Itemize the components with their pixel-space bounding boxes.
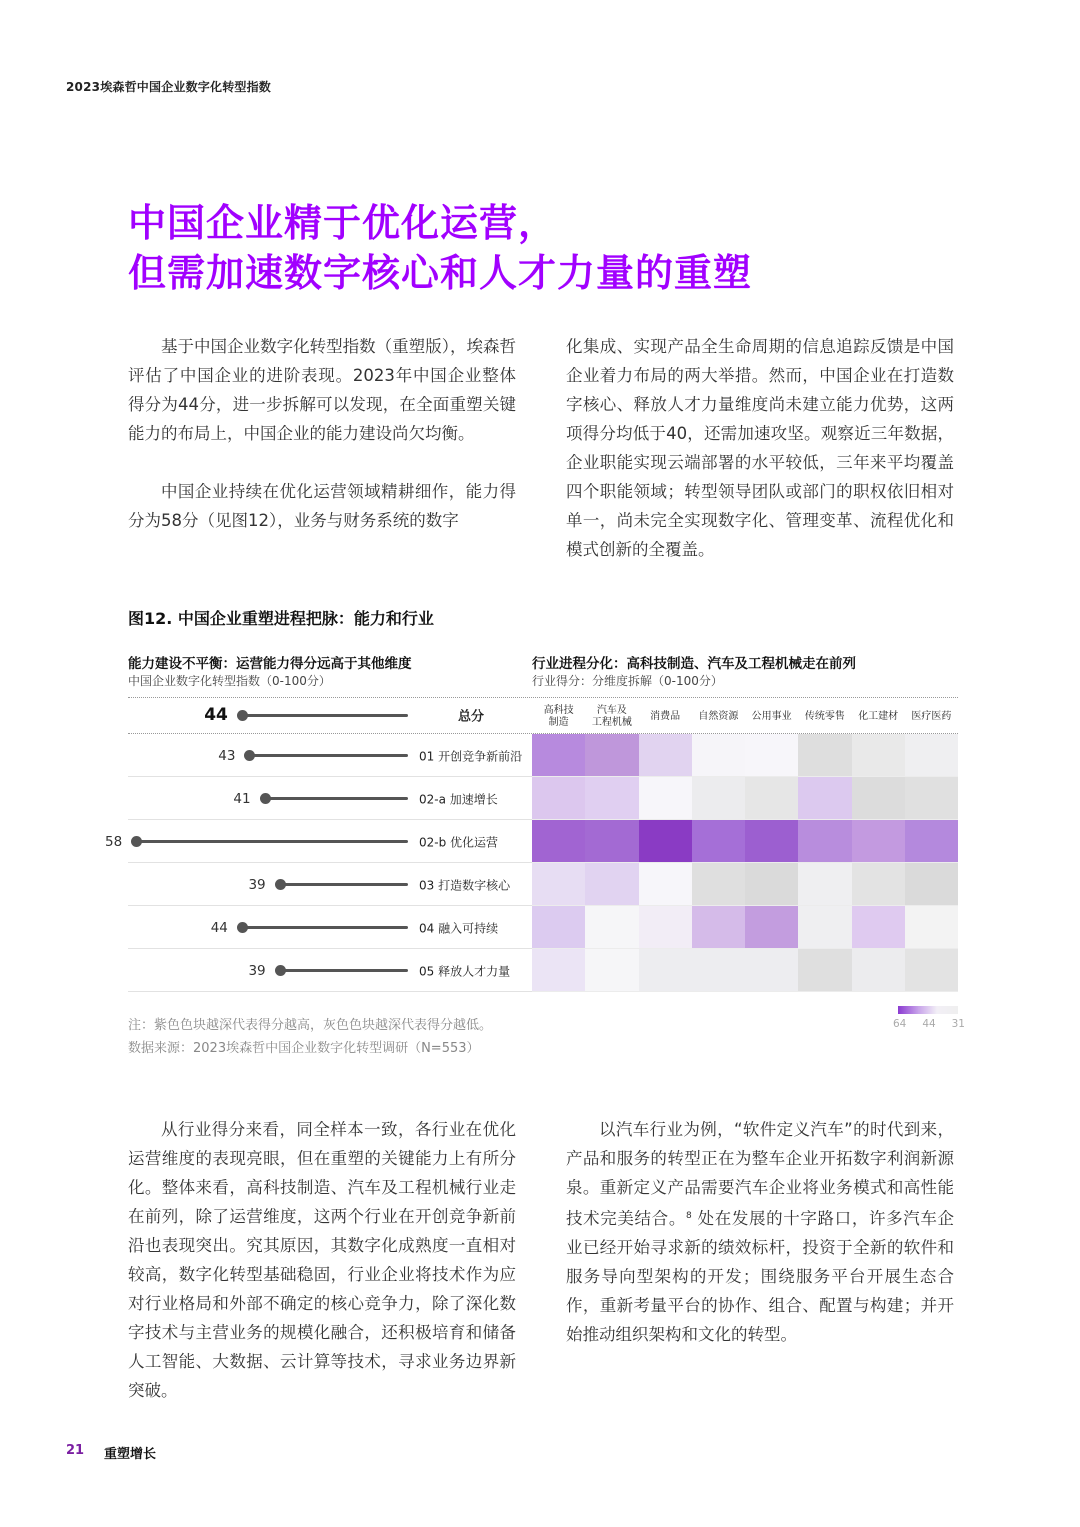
lollipop-dot xyxy=(131,836,142,847)
heatmap-row xyxy=(532,777,958,820)
heatmap-cell xyxy=(532,906,585,948)
lollipop-stick xyxy=(249,754,408,757)
dimension-label: 总分 xyxy=(458,709,485,725)
lollipop-stick xyxy=(280,883,408,886)
right-panel-subtitle: 行业得分：分维度拆解（0-100分） xyxy=(532,674,723,688)
heatmap-cell xyxy=(532,820,585,862)
footer-section-title: 重塑增长 xyxy=(104,1447,157,1462)
lollipop-row xyxy=(128,777,532,820)
dimension-label: 04 融入可持续 xyxy=(419,921,499,935)
heatmap-legend-labels xyxy=(893,1018,965,1030)
heatmap-cell xyxy=(798,820,851,862)
heatmap-row xyxy=(532,863,958,906)
score-value: 44 xyxy=(210,919,228,936)
lollipop-row xyxy=(128,906,532,949)
heatmap-row xyxy=(532,820,958,863)
heatmap-cell xyxy=(585,777,638,819)
page-title-line-1: 中国企业精于优化运营， xyxy=(128,201,558,245)
heatmap-column-headers xyxy=(532,702,958,732)
heatmap-cell xyxy=(585,734,638,776)
legend-high: 64 xyxy=(893,1018,907,1030)
heatmap-cell xyxy=(532,777,585,819)
heatmap-cell xyxy=(532,734,585,776)
heatmap-row xyxy=(532,906,958,949)
lollipop-dot xyxy=(275,965,286,976)
score-value: 58 xyxy=(105,833,123,850)
heatmap-cell xyxy=(692,734,745,776)
paragraph: 以汽车行业为例，“软件定义汽车”的时代到来，产品和服务的转型正在为整车企业开拓数字利润新源泉。重新定义产品需要汽车企业将业务模式和高性能技术完美结合。$^8$ 处在发展的十字路口，许多汽车企业已经开始寻求新的绩效标杆，投资于全新的软件和服务导向型架构的开发；围绕服务平台开展生态合作，重新考量平台的协作、组合、配置与构建；并开始推动组织架构和文化的转型。 xyxy=(566,1120,955,1344)
heatmap-cell xyxy=(639,906,692,948)
heatmap-cell xyxy=(852,734,905,776)
figure-title: 图12. 中国企业重塑进程把脉：能力和行业 xyxy=(128,609,434,628)
page-title xyxy=(128,198,752,298)
heatmap-cell xyxy=(585,949,638,991)
lollipop-dot xyxy=(244,750,255,761)
heatmap-column-header: 医疗医药 xyxy=(911,711,952,722)
heatmap-cell xyxy=(745,777,798,819)
heatmap-cell xyxy=(798,906,851,948)
heatmap-cell xyxy=(692,863,745,905)
heatmap-cell xyxy=(905,906,958,948)
heatmap-cell xyxy=(745,734,798,776)
lollipop-dot xyxy=(237,922,248,933)
dimension-label: 01 开创竞争新前沿 xyxy=(419,749,523,763)
dimension-label: 02-a 加速增长 xyxy=(419,792,498,806)
heatmap-cell xyxy=(852,777,905,819)
score-value: 44 xyxy=(204,705,228,725)
heatmap-legend-gradient xyxy=(898,1006,958,1014)
row-divider xyxy=(128,991,532,992)
lollipop-row xyxy=(128,697,532,733)
heatmap-cell xyxy=(905,863,958,905)
heatmap-cell xyxy=(852,863,905,905)
running-header: 2023埃森哲中国企业数字化转型指数 xyxy=(66,80,271,94)
heatmap-cell xyxy=(905,949,958,991)
heatmap-cell xyxy=(585,906,638,948)
heatmap-cell xyxy=(905,734,958,776)
heatmap-cell xyxy=(532,949,585,991)
heatmap-cell xyxy=(852,949,905,991)
lollipop-row xyxy=(128,863,532,906)
lollipop-stick xyxy=(265,797,408,800)
heatmap-row xyxy=(532,949,958,992)
score-value: 39 xyxy=(248,876,266,893)
heatmap-cell xyxy=(639,949,692,991)
lollipop-dot xyxy=(260,793,271,804)
body-column-left-top xyxy=(128,332,516,535)
heatmap-cell xyxy=(852,820,905,862)
heatmap-cell xyxy=(798,777,851,819)
score-value: 41 xyxy=(233,790,251,807)
heatmap-column-header: 自然资源 xyxy=(698,711,739,722)
heatmap-cell xyxy=(585,820,638,862)
heatmap-cell xyxy=(798,734,851,776)
heatmap-cell xyxy=(639,734,692,776)
heatmap-column-header: 公用事业 xyxy=(751,711,792,722)
heatmap-cell xyxy=(852,906,905,948)
paragraph: 化集成、实现产品全生命周期的信息追踪反馈是中国企业着力布局的两大举措。然而，中国企业在打造数字核心、释放人才力量维度尚未建立能力优势，这两项得分均低于40，还需加速攻坚。观察近三年数据，企业职能实现云端部署的水平较低，三年来平均覆盖四个职能领域；转型领导团队或部门的职权依旧相对单一，尚未完全实现数字化、管理变革、流程优化和模式创新的全覆盖。 xyxy=(566,337,954,559)
dimension-label: 05 释放人才力量 xyxy=(419,964,511,978)
page-title-line-2: 但需加速数字核心和人才力量的重塑 xyxy=(128,251,753,295)
heatmap-cell xyxy=(905,820,958,862)
footnote-ref[interactable]: 8 xyxy=(685,1211,692,1221)
paragraph: 从行业得分来看，同全样本一致，各行业在优化运营维度的表现亮眼，但在重塑的关键能力上有所分化。整体来看，高科技制造、汽车及工程机械行业走在前列，除了运营维度，这两个行业在开创竞争新前沿也表现突出。究其原因，其数字化成熟度一直相对较高，数字化转型基础稳固，行业企业将技术作为应对行业格局和外部不确定的核心竞争力，除了深化数字技术与主营业务的规模化融合，还积极培育和储备人工智能、大数据、云计算等技术，寻求业务边界新突破。 xyxy=(128,1120,516,1400)
heatmap-cell xyxy=(745,949,798,991)
lollipop-stick xyxy=(136,840,408,843)
body-column-left-bottom xyxy=(128,1115,516,1405)
heatmap-cell xyxy=(532,863,585,905)
figure-source: 数据来源：2023埃森哲中国企业数字化转型调研（N=553） xyxy=(128,1041,480,1056)
lollipop-stick xyxy=(242,926,408,929)
left-panel-title: 能力建设不平衡：运营能力得分远高于其他维度 xyxy=(128,656,412,672)
score-value: 43 xyxy=(218,747,236,764)
lollipop-stick xyxy=(280,969,408,972)
heatmap-column-header: 高科技 制造 xyxy=(543,705,574,728)
lollipop-row xyxy=(105,820,532,863)
left-panel-subtitle: 中国企业数字化转型指数（0-100分） xyxy=(128,674,331,688)
heatmap-cell xyxy=(692,820,745,862)
heatmap-cell xyxy=(745,863,798,905)
body-column-right-bottom xyxy=(566,1115,954,1349)
heatmap-cell xyxy=(692,949,745,991)
heatmap-cell xyxy=(639,777,692,819)
heatmap-cell xyxy=(745,820,798,862)
heatmap-column-header: 化工建材 xyxy=(858,711,899,722)
legend-mid: 44 xyxy=(922,1018,936,1030)
lollipop-dot xyxy=(237,710,248,721)
heatmap-grid xyxy=(532,734,958,992)
figure-note: 注：紫色色块越深代表得分越高，灰色色块越深代表得分越低。 xyxy=(128,1018,493,1033)
lollipop-dot xyxy=(275,879,286,890)
heatmap-cell xyxy=(692,906,745,948)
score-value: 39 xyxy=(248,962,266,979)
paragraph: 基于中国企业数字化转型指数（重塑版），埃森哲评估了中国企业的进阶表现。2023年中国企业整体得分为44分，进一步拆解可以发现，在全面重塑关键能力的布局上，中国企业的能力建设尚欠均衡。 xyxy=(128,337,516,443)
heatmap-cell xyxy=(585,863,638,905)
lollipop-row xyxy=(128,949,532,992)
right-panel-title: 行业进程分化：高科技制造、汽车及工程机械走在前列 xyxy=(532,656,856,672)
lollipop-row xyxy=(128,734,532,777)
heatmap-cell xyxy=(639,863,692,905)
legend-low: 31 xyxy=(951,1018,965,1030)
dimension-label: 03 打造数字核心 xyxy=(419,878,511,892)
page-number: 21 xyxy=(66,1443,85,1458)
dimension-label: 02-b 优化运营 xyxy=(419,835,499,849)
paragraph: 中国企业持续在优化运营领域精耕细作，能力得分为58分（见图12），业务与财务系统的数字 xyxy=(128,482,516,530)
body-column-right-top xyxy=(566,332,954,564)
heatmap-cell xyxy=(798,949,851,991)
heatmap-column-header: 汽车及 工程机械 xyxy=(591,705,632,728)
heatmap-column-header: 消费品 xyxy=(650,711,681,722)
heatmap-cell xyxy=(745,906,798,948)
lollipop-stick xyxy=(242,714,408,717)
heatmap-column-header: 传统零售 xyxy=(804,711,845,722)
heatmap-cell xyxy=(905,777,958,819)
heatmap-cell xyxy=(639,820,692,862)
heatmap-cell xyxy=(692,777,745,819)
heatmap-cell xyxy=(798,863,851,905)
heatmap-row xyxy=(532,734,958,777)
